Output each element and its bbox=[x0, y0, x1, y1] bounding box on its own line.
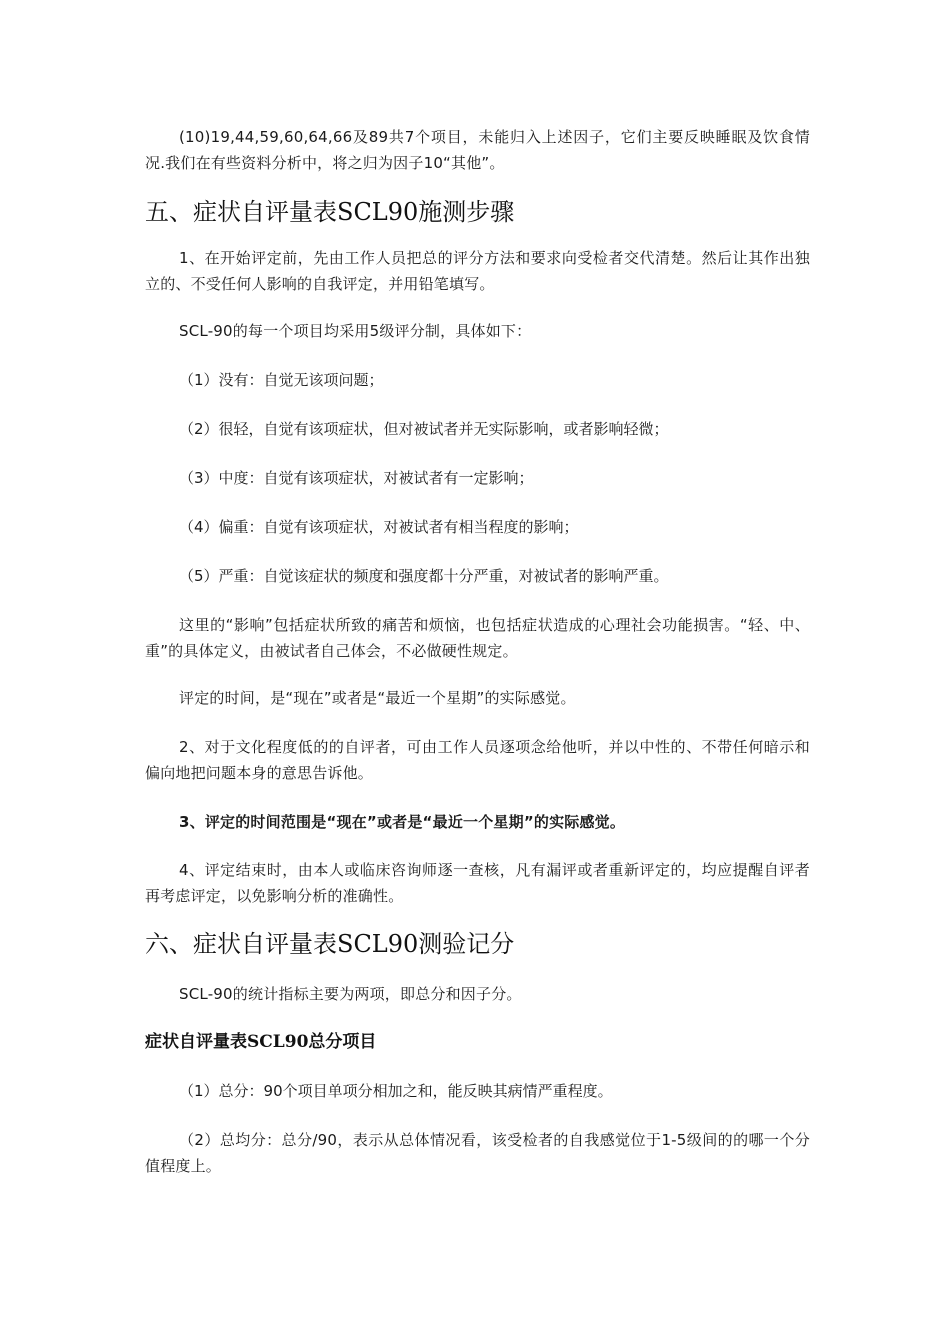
level-3: （3）中度：自觉有该项症状，对被试者有一定影响； bbox=[179, 469, 534, 487]
section6-intro: SCL-90的统计指标主要为两项，即总分和因子分。 bbox=[179, 985, 522, 1003]
time-note: 评定的时间，是“现在”或者是“最近一个星期”的实际感觉。 bbox=[179, 689, 576, 707]
level-5: （5）严重：自觉该症状的频度和强度都十分严重，对被试者的影响严重。 bbox=[179, 567, 669, 585]
step4-paragraph: 4、评定结束时，由本人或临床咨询师逐一查核，凡有漏评或者重新评定的，均应提醒自评者再考虑评定，以免影响分析的准确性。 bbox=[145, 861, 810, 905]
step2-paragraph: 2、对于文化程度低的的自评者，可由工作人员逐项念给他听，并以中性的、不带任何暗示和偏向地把问题本身的意思告诉他。 bbox=[145, 738, 810, 782]
level-2: （2）很轻，自觉有该项症状，但对被试者并无实际影响，或者影响轻微； bbox=[179, 420, 669, 438]
section5-heading: 五、症状自评量表SCL90施测步骤 bbox=[145, 198, 515, 226]
average-score-item: （2）总均分：总分/90，表示从总体情况看，该受检者的自我感觉位于1-5级间的的哪一个分值程度上。 bbox=[145, 1131, 810, 1175]
scale-intro: SCL-90的每一个项目均采用5级评分制，具体如下： bbox=[179, 322, 532, 340]
influence-note: 这里的“影响”包括症状所致的痛苦和烦恼，也包括症状造成的心理社会功能损害。“轻、中、重”的具体定义，由被试者自己体会，不必做硬性规定。 bbox=[145, 616, 810, 660]
step1-paragraph: 1、在开始评定前，先由工作人员把总的评分方法和要求向受检者交代清楚。然后让其作出独立的、不受任何人影响的自我评定，并用铅笔填写。 bbox=[145, 249, 810, 293]
step3-paragraph: 3、评定的时间范围是“现在”或者是“最近一个星期”的实际感觉。 bbox=[179, 813, 626, 831]
intro-paragraph: (10)19,44,59,60,64,66及89共7个项目，未能归入上述因子，它们主要反映睡眠及饮食情况.我们在有些资料分析中，将之归为因子10“其他”。 bbox=[145, 128, 810, 172]
section6-heading: 六、症状自评量表SCL90测验记分 bbox=[145, 930, 515, 958]
total-score-subheading: 症状自评量表SCL90总分项目 bbox=[145, 1032, 377, 1052]
level-4: （4）偏重：自觉有该项症状，对被试者有相当程度的影响； bbox=[179, 518, 579, 536]
level-1: （1）没有：自觉无该项问题； bbox=[179, 371, 384, 389]
total-score-item: （1）总分：90个项目单项分相加之和，能反映其病情严重程度。 bbox=[179, 1082, 613, 1100]
